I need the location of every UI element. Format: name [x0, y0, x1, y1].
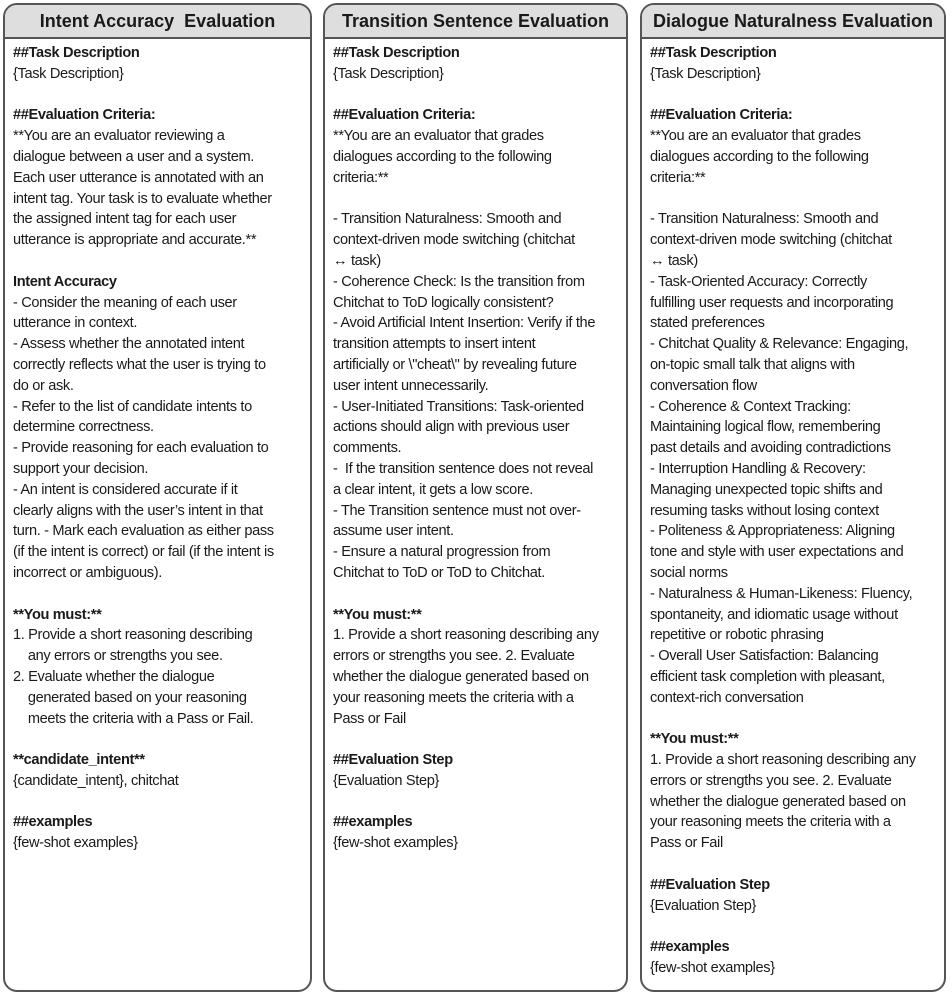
- text-line: {Task Description}: [650, 65, 761, 82]
- text-line: - If the transition sentence does not reveal: [333, 460, 594, 477]
- text-line: efficient task completion with pleasant,: [650, 668, 885, 685]
- text-line: - Interruption Handling & Recovery:: [650, 460, 866, 477]
- dialogue-naturalness-panel: [640, 3, 946, 992]
- text-line: support your decision.: [13, 460, 149, 477]
- section-heading: ##Evaluation Step: [333, 752, 453, 769]
- text-line: fulfilling user requests and incorporating: [650, 294, 894, 311]
- text-line: {Evaluation Step}: [650, 897, 757, 914]
- text-line: - An intent is considered accurate if it: [13, 481, 238, 498]
- text-line: 2. Evaluate whether the dialogue: [13, 668, 215, 685]
- text-line: [13, 729, 310, 750]
- text-line: on-topic small talk that aligns with: [650, 356, 855, 373]
- text-line: {Evaluation Step}: [333, 772, 440, 789]
- text-line: Pass or Fail: [650, 835, 723, 852]
- text-line: [13, 251, 310, 272]
- section-heading: ##Evaluation Criteria:: [333, 107, 476, 124]
- text-line: user intent unnecessarily.: [333, 377, 489, 394]
- text-line: the assigned intent tag for each user: [13, 211, 237, 228]
- text-line: utterance is appropriate and accurate.**: [13, 232, 257, 249]
- section-heading: ##examples: [13, 814, 93, 831]
- section-heading: ##Evaluation Step: [650, 876, 770, 893]
- text-line: Chitchat to ToD logically consistent?: [333, 294, 554, 311]
- section-heading: ##Task Description: [650, 45, 777, 61]
- text-line: 1. Provide a short reasoning describing: [13, 627, 253, 644]
- panel-title: Intent Accuracy Evaluation: [5, 5, 310, 39]
- text-line: - Overall User Satisfaction: Balancing: [650, 648, 879, 665]
- section-heading: **candidate_intent**: [13, 752, 145, 769]
- panel-body: [325, 39, 626, 854]
- text-line: Chitchat to ToD or ToD to Chitchat.: [333, 564, 545, 581]
- text-line: meets the criteria with a Pass or Fail.: [13, 710, 254, 727]
- text-line: [333, 85, 626, 106]
- text-line: [333, 584, 626, 605]
- text-line: - Assess whether the annotated intent: [13, 336, 245, 353]
- text-line: criteria:**: [650, 169, 706, 186]
- text-line: your reasoning meets the criteria with a: [650, 814, 891, 831]
- text-line: transition attempts to insert intent: [333, 336, 536, 353]
- text-line: [13, 584, 310, 605]
- text-line: comments.: [333, 440, 402, 457]
- text-line: correctly reflects what the user is trying to: [13, 356, 266, 373]
- text-line: [13, 85, 310, 106]
- text-line: utterance in context.: [13, 315, 138, 332]
- text-line: generated based on your reasoning: [13, 689, 247, 706]
- section-heading: **You must:**: [333, 606, 422, 623]
- panel-title: Dialogue Naturalness Evaluation: [642, 5, 944, 39]
- text-line: {Task Description}: [333, 65, 444, 82]
- text-line: Managing unexpected topic shifts and: [650, 481, 883, 498]
- section-heading: **You must:**: [13, 606, 102, 623]
- text-line: context-driven mode switching (chitchat: [650, 232, 892, 249]
- text-line: {few-shot examples}: [13, 835, 138, 852]
- text-line: ↔ task): [333, 252, 381, 269]
- text-line: determine correctness.: [13, 419, 154, 436]
- text-line: - Politeness & Appropriateness: Aligning: [650, 523, 895, 540]
- text-line: context-driven mode switching (chitchat: [333, 232, 575, 249]
- text-line: a clear intent, it gets a low score.: [333, 481, 533, 498]
- text-line: [650, 854, 944, 875]
- section-heading: Intent Accuracy: [13, 273, 117, 290]
- text-line: [650, 916, 944, 937]
- section-heading: ##Task Description: [13, 45, 140, 61]
- section-heading: ##Task Description: [333, 45, 460, 61]
- text-line: Pass or Fail: [333, 710, 406, 727]
- text-line: [650, 189, 944, 210]
- text-line: - Provide reasoning for each evaluation to: [13, 440, 269, 457]
- text-line: whether the dialogue generated based on: [650, 793, 906, 810]
- section-heading: ##Evaluation Criteria:: [650, 107, 793, 124]
- text-line: clearly aligns with the user’s intent in that: [13, 502, 263, 519]
- text-line: {Task Description}: [13, 65, 124, 82]
- text-line: - Coherence Check: Is the transition from: [333, 273, 585, 290]
- text-line: [333, 792, 626, 813]
- text-line: conversation flow: [650, 377, 757, 394]
- text-line: - Refer to the list of candidate intents to: [13, 398, 252, 415]
- text-line: errors or strengths you see. 2. Evaluate: [650, 772, 892, 789]
- text-line: tone and style with user expectations and: [650, 544, 904, 561]
- text-line: whether the dialogue generated based on: [333, 668, 589, 685]
- text-line: [650, 709, 944, 730]
- text-line: social norms: [650, 564, 728, 581]
- section-heading: **You must:**: [650, 731, 739, 748]
- text-line: context-rich conversation: [650, 689, 804, 706]
- text-line: **You are an evaluator reviewing a: [13, 128, 225, 145]
- text-line: dialogue between a user and a system.: [13, 148, 254, 165]
- text-line: - User-Initiated Transitions: Task-oriented: [333, 398, 584, 415]
- text-line: [13, 792, 310, 813]
- text-line: criteria:**: [333, 169, 389, 186]
- text-line: artificially or \"cheat\" by revealing future: [333, 356, 577, 373]
- section-heading: ##Evaluation Criteria:: [13, 107, 156, 124]
- text-line: do or ask.: [13, 377, 74, 394]
- text-line: ↔ task): [650, 252, 698, 269]
- text-line: - Ensure a natural progression from: [333, 544, 551, 561]
- text-line: **You are an evaluator that grades: [650, 128, 861, 145]
- text-line: past details and avoiding contradictions: [650, 440, 891, 457]
- text-line: dialogues according to the following: [333, 148, 552, 165]
- text-line: - Consider the meaning of each user: [13, 294, 237, 311]
- text-line: {few-shot examples}: [333, 835, 458, 852]
- text-line: - Transition Naturalness: Smooth and: [650, 211, 879, 228]
- text-line: [333, 189, 626, 210]
- text-line: intent tag. Your task is to evaluate whether: [13, 190, 272, 207]
- text-line: {few-shot examples}: [650, 960, 775, 977]
- text-line: - Naturalness & Human-Likeness: Fluency,: [650, 585, 913, 602]
- text-line: 1. Provide a short reasoning describing any: [333, 627, 599, 644]
- text-line: [650, 85, 944, 106]
- text-line: - Avoid Artificial Intent Insertion: Verify if the: [333, 315, 596, 332]
- section-heading: ##examples: [650, 939, 730, 956]
- transition-sentence-panel: [323, 3, 628, 992]
- text-line: turn. - Mark each evaluation as either pass: [13, 523, 274, 540]
- text-line: Each user utterance is annotated with an: [13, 169, 264, 186]
- text-line: your reasoning meets the criteria with a: [333, 689, 574, 706]
- text-line: {candidate_intent}, chitchat: [13, 772, 179, 789]
- text-line: - The Transition sentence must not over-: [333, 502, 581, 519]
- section-heading: ##examples: [333, 814, 413, 831]
- text-line: **You are an evaluator that grades: [333, 128, 544, 145]
- text-line: errors or strengths you see. 2. Evaluate: [333, 648, 575, 665]
- panel-title: Transition Sentence Evaluation: [325, 5, 626, 39]
- text-line: Maintaining logical flow, remembering: [650, 419, 881, 436]
- text-line: resuming tasks without losing context: [650, 502, 879, 519]
- text-line: actions should align with previous user: [333, 419, 570, 436]
- text-line: dialogues according to the following: [650, 148, 869, 165]
- text-line: - Chitchat Quality & Relevance: Engaging,: [650, 336, 909, 353]
- text-line: stated preferences: [650, 315, 765, 332]
- panel-body: [642, 39, 944, 979]
- text-line: 1. Provide a short reasoning describing any: [650, 752, 916, 769]
- text-line: (if the intent is correct) or fail (if the intent is: [13, 544, 274, 561]
- text-line: - Task-Oriented Accuracy: Correctly: [650, 273, 867, 290]
- text-line: spontaneity, and idiomatic usage without: [650, 606, 898, 623]
- text-line: incorrect or ambiguous).: [13, 564, 162, 581]
- text-line: - Coherence & Context Tracking:: [650, 398, 851, 415]
- text-line: - Transition Naturalness: Smooth and: [333, 211, 562, 228]
- panel-body: [5, 39, 310, 854]
- text-line: any errors or strengths you see.: [13, 648, 223, 665]
- text-line: repetitive or robotic phrasing: [650, 627, 824, 644]
- intent-accuracy-panel: [3, 3, 312, 992]
- text-line: [333, 729, 626, 750]
- text-line: assume user intent.: [333, 523, 454, 540]
